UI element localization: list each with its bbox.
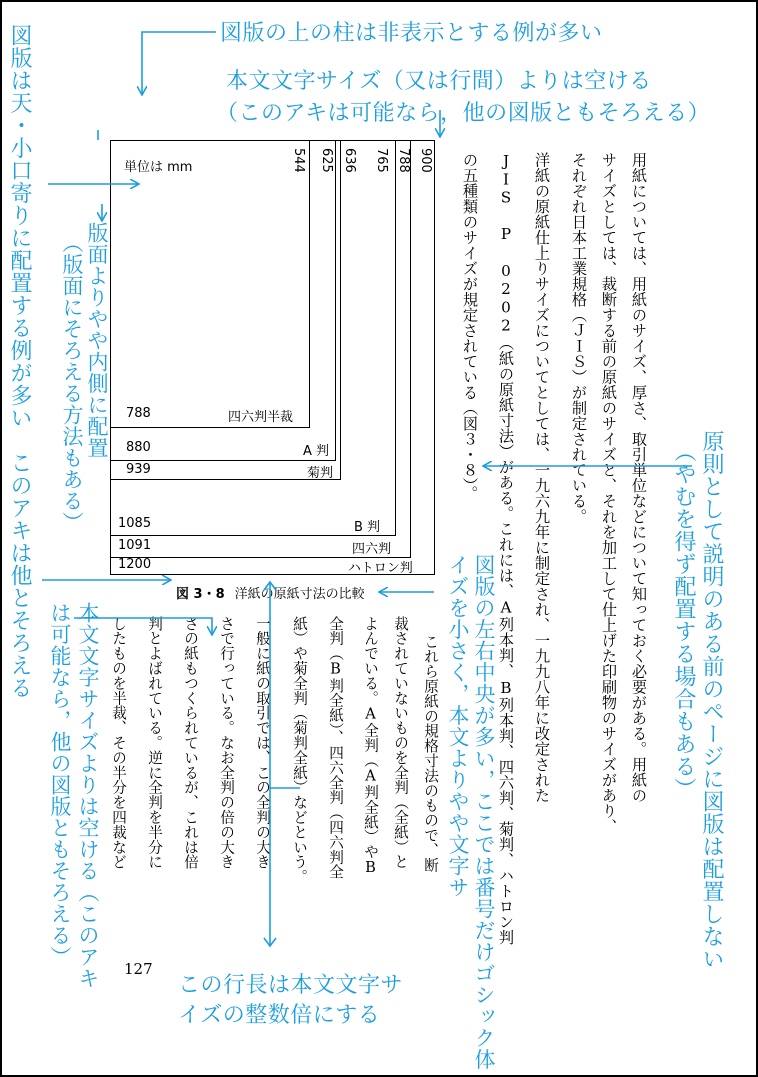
width-788: 788	[396, 148, 411, 173]
height-880: 880	[126, 440, 151, 455]
annotation-caption-rule: 図版の左右中央が多い，ここでは番号だけゴシック体	[472, 554, 496, 1070]
body-b-line-1: これら原紙の規格寸法のもので、断	[422, 634, 439, 873]
width-765: 765	[374, 148, 389, 173]
name-shiroku-half: 四六判半裁	[228, 410, 294, 425]
annotation-line-length-1: この行長は本文文字サ	[178, 973, 404, 998]
width-636: 636	[342, 148, 357, 173]
body-b-line-10: したものを半裁、その半分を四裁など	[110, 616, 127, 870]
annotation-space-1: 本文文字サイズ（又は行間）よりは空ける	[226, 69, 652, 94]
annotation-left-outer: 図版は天・小口寄りに配置する例が多い このアキは他とそろえる	[7, 24, 32, 699]
annotation-caption-rule-2: イズを小さく，本文よりやや文字サ	[446, 554, 470, 898]
height-1200: 1200	[118, 557, 152, 572]
page-number: 127	[124, 960, 153, 978]
height-939: 939	[126, 462, 151, 477]
body-line-6: の五種類のサイズが規定されている（図３・８）。	[461, 152, 479, 501]
name-b: B 判	[354, 520, 381, 535]
annotation-line-length-2: イズの整数倍にする	[178, 1003, 381, 1028]
body-b-line-5: 紙）や菊全判（菊判全紙）などという。	[291, 616, 308, 885]
annotation-bottom-space-2: は可能なら，他の図版ともそろえる）	[48, 602, 72, 968]
body-b-line-2: 裁されていないものを全判（全紙）と	[392, 616, 409, 870]
annotation-prev-page-note: （やむを得ず配置する場合もある）	[671, 440, 696, 800]
annotation-arrows	[2, 2, 756, 1075]
body-b-line-9: 判とよばれている。逆に全判を半分に	[146, 616, 163, 870]
width-900: 900	[418, 148, 433, 173]
arrow-bottom-space	[74, 618, 212, 634]
body-b-line-3: よんでいる。A全判（A判全紙）やB	[362, 616, 379, 877]
annotation-inside-frame-note: （版面にそろえる方法もある）	[60, 232, 84, 533]
name-shiroku: 四六判	[352, 542, 392, 557]
caption-number: 図 3・8	[176, 587, 225, 602]
body-b-line-7: さで行っている。なお全判の倍の大き	[218, 616, 235, 870]
name-kiku: 菊判	[307, 466, 334, 481]
annotation-prev-page: 原則として説明のある前のページに図版は配置しない	[699, 430, 724, 970]
body-line-4: 洋紙の原紙仕上りサイズについてとしては、一九六九年に制定され、一九九八年に改定された	[533, 152, 551, 803]
height-1091: 1091	[118, 538, 152, 553]
body-line-3: それぞれ日本工業規格（ＪＩＳ）が制定されている。	[570, 152, 588, 524]
arrow-running-head	[142, 32, 216, 94]
caption-text: 洋紙の原紙寸法の比較	[234, 587, 365, 602]
name-hatoron: ハトロン判	[348, 561, 413, 576]
body-line-2: サイズとしては、裁断する前の原紙のサイズと、それを加工して仕上げた印刷物のサイズがあり、	[600, 152, 618, 834]
name-a: A 判	[303, 444, 330, 459]
annotation-inside-frame: 版面よりやや内側に配置	[85, 222, 109, 459]
unit-label: 単位は mm	[124, 160, 193, 175]
annotation-running-head: 図版の上の柱は非表示とする例が多い	[220, 21, 603, 46]
annotation-space-2: （このアキは可能なら，他の図版ともそろえる）	[216, 101, 711, 126]
body-line-1: 用紙については、用紙のサイズ、厚さ、取引単位などについて知っておく必要がある。用紙の	[630, 152, 648, 803]
width-544: 544	[291, 148, 306, 173]
body-b-line-6: 一般に紙の取引では、この全判の大き	[254, 616, 271, 870]
height-788: 788	[126, 406, 151, 421]
body-b-line-4: 全判（B判全紙）、四六全判（四六判全	[327, 616, 344, 880]
height-1085: 1085	[118, 516, 152, 531]
annotation-bottom-space: 本文文字サイズよりは空ける（このアキ	[76, 602, 100, 989]
width-625: 625	[319, 148, 334, 173]
body-line-5: JIS P 0202（紙の原紙寸法）がある。これには、A列本判、B列本判、四六判、菊判、ハトロン判	[497, 152, 515, 946]
body-b-line-8: さの紙もつくられているが、これは倍	[182, 616, 199, 870]
